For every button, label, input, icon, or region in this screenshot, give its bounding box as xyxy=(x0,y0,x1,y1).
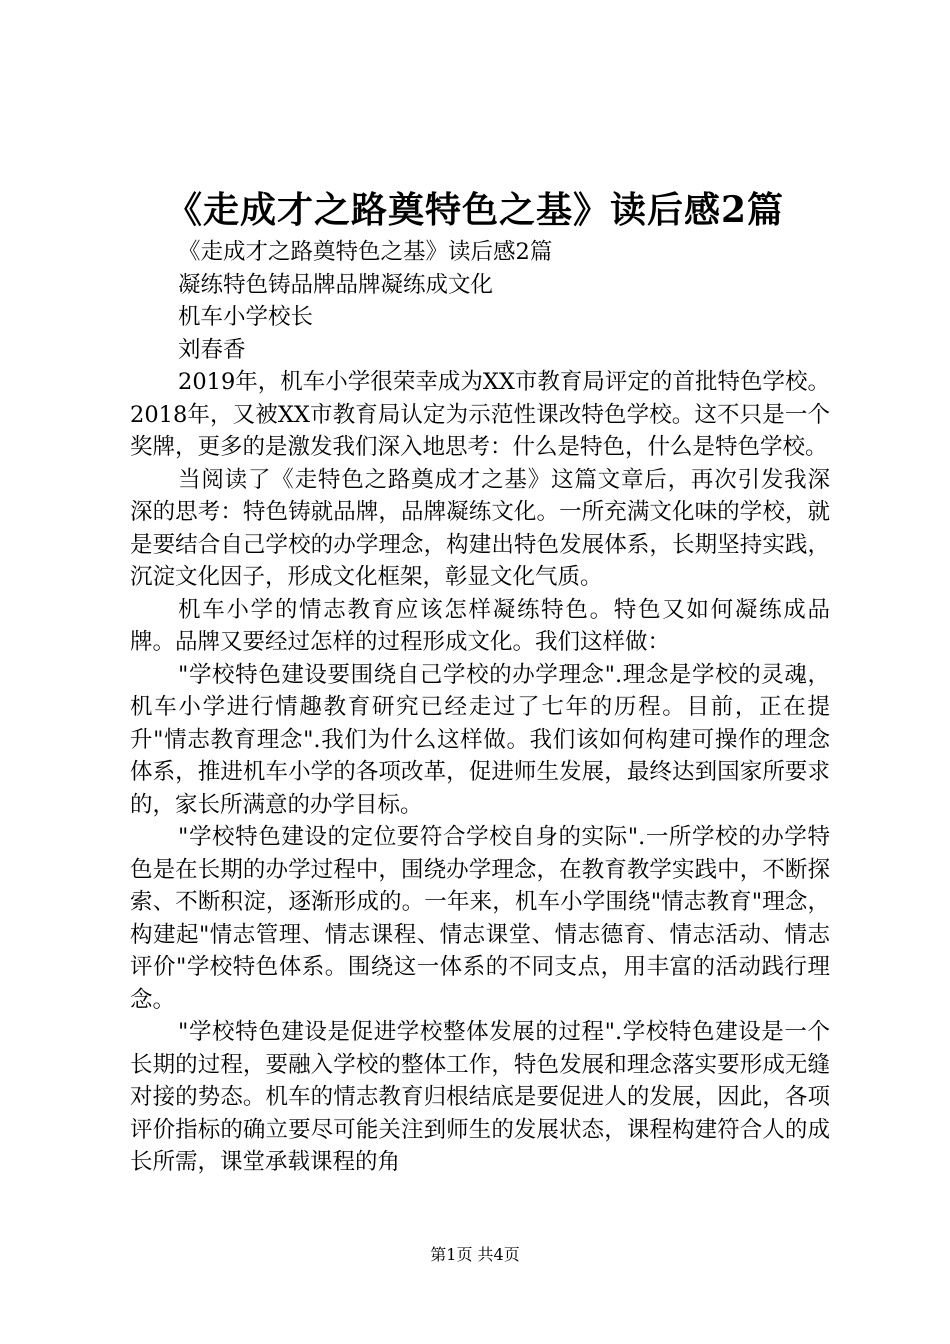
paragraph: "学校特色建设的定位要符合学校自身的实际".一所学校的办学特色是在长期的办学过程中，围绕办学理念，在教育教学实践中，不断探索、不断积淀，逐渐形成的。一年来，机车小学围绕"情志教育"理念，构建起"情志管理、情志课程、情志课堂、情志德育、情志活动、情志评价"学校特色体系。围绕这一体系的不同支点，用丰富的活动践行理念。 xyxy=(130,824,830,1013)
paragraph: "学校特色建设要围绕自己学校的办学理念".理念是学校的灵魂，机车小学进行情趣教育研究已经走过了七年的历程。目前，正在提升"情志教育理念".我们为什么这样做。我们该如何构建可操作的理念体系，推进机车小学的各项改革，促进师生发展，最终达到国家所要求的，家长所满意的办学目标。 xyxy=(130,661,830,818)
author-name: 刘春香 xyxy=(178,336,246,363)
paragraph: 当阅读了《走特色之路奠成才之基》这篇文章后，再次引发我深深的思考：特色铸就品牌，品牌凝练文化。一所充满文化味的学校，就是要结合自己学校的办学理念，构建出特色发展体系，长期坚持实践，沉淀文化因子，形成文化框架，彰显文化气质。 xyxy=(130,466,830,590)
document-title: 《走成才之路奠特色之基》读后感2篇 xyxy=(165,189,785,231)
document-subtitle: 《走成才之路奠特色之基》读后感2篇 xyxy=(178,239,553,265)
paragraph: 2019年，机车小学很荣幸成为XX市教育局评定的首批特色学校。2018年，又被XX市教育局认定为示范性课改特色学校。这不只是一个奖牌，更多的是激发我们深入地思考：什么是特色，什么是特色学校。 xyxy=(130,369,830,460)
paragraph: "学校特色建设是促进学校整体发展的过程".学校特色建设是一个长期的过程，要融入学校的整体工作，特色发展和理念落实要形成无缝对接的势态。机车的情志教育归根结底是要促进人的发展，因此，各项评价指标的确立要尽可能关注到师生的发展状态，课程构建符合人的成长所需，课堂承载课程的角 xyxy=(130,1019,830,1175)
paragraph: 机车小学的情志教育应该怎样凝练特色。特色又如何凝练成品牌。品牌又要经过怎样的过程形成文化。我们这样做： xyxy=(130,596,830,655)
body-paragraphs xyxy=(130,366,830,1179)
document-body xyxy=(130,236,830,1179)
page-footer: 第1页 共4页 xyxy=(430,1245,520,1264)
section-heading: 凝练特色铸品牌品牌凝练成文化 xyxy=(178,271,494,298)
author-affiliation: 机车小学校长 xyxy=(178,304,314,330)
